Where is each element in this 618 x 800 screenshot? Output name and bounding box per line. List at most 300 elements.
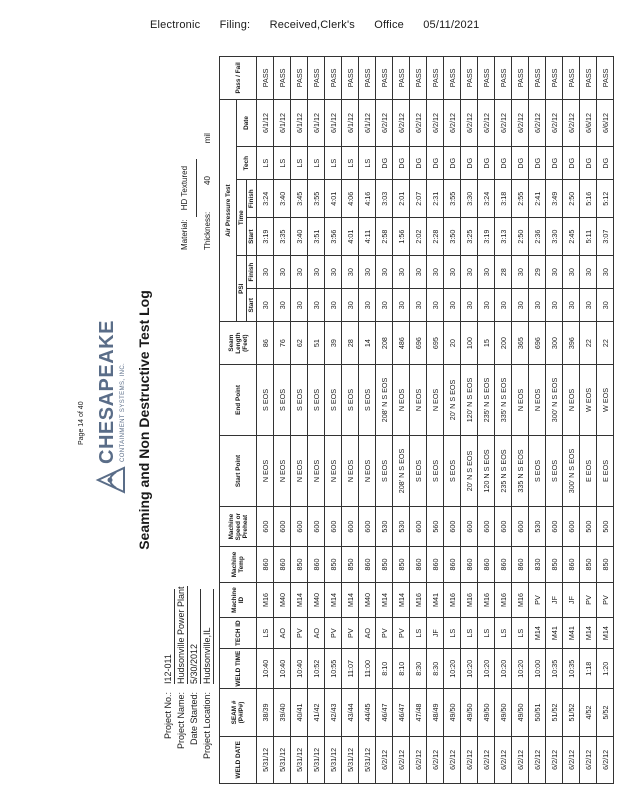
cell-test-date: 6/2/12 — [427, 99, 444, 146]
cell-test-date: 6/2/12 — [495, 99, 512, 146]
cell-time-start: 3:19 — [257, 218, 274, 256]
cell-time-finish: 3:30 — [461, 180, 478, 218]
cell-time-finish: 2:07 — [410, 180, 427, 218]
cell-weld-date: 6/2/12 — [393, 736, 410, 783]
cell-end-point: S EOS — [308, 364, 325, 435]
cell-seam-length: 15 — [478, 322, 495, 365]
cell-seam: 49/50 — [512, 689, 529, 736]
cell-time-finish: 5:16 — [580, 180, 597, 218]
cell-machine-temp: 860 — [308, 547, 325, 583]
cell-end-point: N EOS — [427, 364, 444, 435]
cell-machine-id: M16 — [461, 582, 478, 618]
cell-start-point: S EOS — [444, 435, 461, 506]
table-row — [410, 57, 427, 784]
cell-test-date: 6/2/12 — [563, 99, 580, 146]
cell-time-start: 2:45 — [563, 218, 580, 256]
cell-test-date: 6/2/12 — [546, 99, 563, 146]
cell-psi-start: 30 — [393, 289, 410, 322]
cell-weld-time: 8:30 — [410, 649, 427, 689]
cell-machine-temp: 860 — [359, 547, 376, 583]
cell-machine-id: M16 — [495, 582, 512, 618]
cell-test-date: 6/2/12 — [478, 99, 495, 146]
cell-end-point: S EOS — [257, 364, 274, 435]
col-time: Time — [237, 180, 247, 256]
cell-tech: DG — [427, 147, 444, 180]
cell-seam: 51/52 — [546, 689, 563, 736]
cell-end-point: 208' N S EOS — [376, 364, 393, 435]
cell-weld-time: 11:00 — [359, 649, 376, 689]
cell-time-finish: 2:41 — [529, 180, 546, 218]
cell-seam: 42/43 — [325, 689, 342, 736]
cell-machine-temp: 860 — [512, 547, 529, 583]
cell-psi-start: 30 — [597, 289, 614, 322]
col-weld-date: WELD DATE — [220, 736, 257, 783]
cell-machine-speed: 600 — [444, 507, 461, 547]
cell-end-point: 300' N S EOS — [546, 364, 563, 435]
cell-seam: 49/50 — [495, 689, 512, 736]
table-row — [529, 57, 546, 784]
cell-tech: LS — [291, 147, 308, 180]
cell-time-start: 3:19 — [478, 218, 495, 256]
cell-weld-date: 6/2/12 — [410, 736, 427, 783]
cell-psi-finish: 30 — [478, 256, 495, 289]
cell-machine-speed: 600 — [478, 507, 495, 547]
cell-seam-length: 695 — [427, 322, 444, 365]
cell-start-point: N EOS — [325, 435, 342, 506]
cell-weld-time: 10:20 — [495, 649, 512, 689]
cell-test-date: 6/1/12 — [291, 99, 308, 146]
cell-seam-length: 100 — [461, 322, 478, 365]
cell-seam-length: 62 — [291, 322, 308, 365]
cell-seam: 50/51 — [529, 689, 546, 736]
cell-seam: 41/42 — [308, 689, 325, 736]
cell-machine-temp: 860 — [444, 547, 461, 583]
cell-psi-start: 30 — [308, 289, 325, 322]
cell-time-start: 2:02 — [410, 218, 427, 256]
cell-machine-id: M41 — [427, 582, 444, 618]
col-weld-time: WELD TIME — [220, 649, 257, 689]
cell-weld-date: 6/2/12 — [563, 736, 580, 783]
cell-machine-id: M14 — [376, 582, 393, 618]
cell-pass-fail: PASS — [393, 57, 410, 100]
cell-end-point: S EOS — [325, 364, 342, 435]
cell-time-finish: 3:45 — [291, 180, 308, 218]
cell-start-point: N EOS — [342, 435, 359, 506]
cell-psi-start: 30 — [410, 289, 427, 322]
cell-tech-id: AO — [308, 618, 325, 649]
cell-psi-start: 30 — [376, 289, 393, 322]
cell-start-point: 335 N S EOS — [512, 435, 529, 506]
cell-weld-time: 10:20 — [478, 649, 495, 689]
cell-seam: 48/49 — [427, 689, 444, 736]
cell-tech-id: M14 — [529, 618, 546, 649]
cell-tech-id: PV — [342, 618, 359, 649]
cell-end-point: S EOS — [291, 364, 308, 435]
cell-start-point: 208' N S EOS — [393, 435, 410, 506]
cell-pass-fail: PASS — [308, 57, 325, 100]
cell-psi-finish: 30 — [257, 256, 274, 289]
cell-seam: 46/47 — [376, 689, 393, 736]
cell-psi-finish: 30 — [342, 256, 359, 289]
cell-pass-fail: PASS — [495, 57, 512, 100]
cell-weld-time: 10:20 — [444, 649, 461, 689]
cell-time-finish: 3:40 — [274, 180, 291, 218]
col-start-point: Start Point — [220, 435, 257, 506]
cell-start-point: S EOS — [529, 435, 546, 506]
cell-machine-temp: 850 — [376, 547, 393, 583]
filing-label: Filing: — [219, 19, 251, 31]
cell-machine-temp: 860 — [563, 547, 580, 583]
cell-test-date: 6/2/12 — [512, 99, 529, 146]
cell-seam-length: 14 — [359, 322, 376, 365]
cell-machine-temp: 850 — [597, 547, 614, 583]
cell-weld-time: 1:20 — [597, 649, 614, 689]
cell-psi-start: 30 — [359, 289, 376, 322]
cell-machine-speed: 600 — [359, 507, 376, 547]
cell-seam-length: 76 — [274, 322, 291, 365]
cell-machine-temp: 850 — [393, 547, 410, 583]
cell-tech-id: AO — [359, 618, 376, 649]
cell-machine-id: M16 — [410, 582, 427, 618]
cell-start-point: 235 N S EOS — [495, 435, 512, 506]
table-row — [257, 57, 274, 784]
cell-time-start: 3:56 — [325, 218, 342, 256]
cell-machine-speed: 600 — [342, 507, 359, 547]
cell-weld-date: 5/31/12 — [325, 736, 342, 783]
cell-tech-id: LS — [478, 618, 495, 649]
cell-machine-temp: 830 — [529, 547, 546, 583]
cell-end-point: 235' N S EOS — [478, 364, 495, 435]
table-row — [597, 57, 614, 784]
cell-time-start: 4:01 — [342, 218, 359, 256]
cell-psi-start: 30 — [512, 289, 529, 322]
cell-time-finish: 3:03 — [376, 180, 393, 218]
cell-start-point: N EOS — [291, 435, 308, 506]
cell-weld-date: 6/2/12 — [478, 736, 495, 783]
cell-weld-time: 11:07 — [342, 649, 359, 689]
cell-machine-temp: 860 — [257, 547, 274, 583]
cell-psi-start: 30 — [478, 289, 495, 322]
filing-stamp-header — [150, 19, 610, 31]
cell-weld-date: 6/2/12 — [529, 736, 546, 783]
cell-weld-time: 10:55 — [325, 649, 342, 689]
cell-machine-speed: 600 — [410, 507, 427, 547]
cell-weld-time: 10:35 — [546, 649, 563, 689]
cell-machine-id: M14 — [342, 582, 359, 618]
table-row — [546, 57, 563, 784]
cell-tech: DG — [512, 147, 529, 180]
col-seam: SEAM # (P#/P#) — [220, 689, 257, 736]
cell-psi-finish: 30 — [427, 256, 444, 289]
cell-seam: 4/52 — [580, 689, 597, 736]
cell-machine-id: M14 — [393, 582, 410, 618]
material-row — [174, 133, 197, 250]
cell-seam-length: 51 — [308, 322, 325, 365]
cell-seam: 40/41 — [291, 689, 308, 736]
cell-machine-temp: 850 — [580, 547, 597, 583]
cell-weld-date: 6/2/12 — [444, 736, 461, 783]
cell-tech: LS — [342, 147, 359, 180]
cell-time-start: 3:51 — [308, 218, 325, 256]
cell-machine-speed: 600 — [274, 507, 291, 547]
cell-machine-id: M16 — [444, 582, 461, 618]
thickness-row — [197, 133, 220, 250]
cell-weld-date: 5/31/12 — [291, 736, 308, 783]
cell-machine-id: PV — [529, 582, 546, 618]
table-row — [393, 57, 410, 784]
date-started-label: Date Started: — [189, 692, 199, 746]
col-machine-speed: Machine Speed or Preheat — [220, 507, 257, 547]
cell-psi-finish: 30 — [563, 256, 580, 289]
cell-tech-id: LS — [410, 618, 427, 649]
cell-pass-fail: PASS — [274, 57, 291, 100]
seam-test-table — [219, 56, 614, 784]
cell-machine-id: M16 — [512, 582, 529, 618]
cell-machine-temp: 860 — [410, 547, 427, 583]
cell-start-point: S EOS — [410, 435, 427, 506]
cell-time-finish: 2:01 — [393, 180, 410, 218]
cell-seam: 5/52 — [597, 689, 614, 736]
cell-test-date: 6/6/12 — [597, 99, 614, 146]
cell-seam-length: 300 — [546, 322, 563, 365]
cell-test-date: 6/2/12 — [444, 99, 461, 146]
cell-weld-time: 10:40 — [274, 649, 291, 689]
cell-pass-fail: PASS — [563, 57, 580, 100]
cell-psi-finish: 30 — [291, 256, 308, 289]
cell-machine-speed: 500 — [597, 507, 614, 547]
col-psi: PSI — [237, 256, 247, 322]
col-machine-id: Machine ID — [220, 582, 257, 618]
thickness-unit: mil — [203, 133, 212, 144]
cell-seam-length: 22 — [597, 322, 614, 365]
cell-start-point: 300' N S EOS — [563, 435, 580, 506]
table-row — [325, 57, 342, 784]
cell-pass-fail: PASS — [325, 57, 342, 100]
cell-psi-finish: 30 — [512, 256, 529, 289]
cell-pass-fail: PASS — [359, 57, 376, 100]
cell-tech: DG — [393, 147, 410, 180]
project-location-label: Project Location: — [202, 692, 212, 760]
cell-tech-id: LS — [512, 618, 529, 649]
cell-weld-time: 10:20 — [461, 649, 478, 689]
cell-test-date: 6/1/12 — [257, 99, 274, 146]
cell-start-point: 120 N S EOS — [478, 435, 495, 506]
cell-seam-length: 696 — [529, 322, 546, 365]
col-seam-length: Seam Length (Feet) — [220, 322, 257, 365]
cell-end-point: N EOS — [512, 364, 529, 435]
cell-time-start: 2:28 — [427, 218, 444, 256]
cell-machine-temp: 850 — [325, 547, 342, 583]
cell-seam: 47/48 — [410, 689, 427, 736]
cell-time-finish: 2:50 — [563, 180, 580, 218]
cell-end-point: N EOS — [410, 364, 427, 435]
cell-machine-temp: 860 — [495, 547, 512, 583]
logo-subtitle: CONTAINMENT SYSTEMS, INC. — [120, 362, 126, 462]
cell-psi-start: 30 — [529, 289, 546, 322]
cell-machine-id: M40 — [308, 582, 325, 618]
cell-pass-fail: PASS — [512, 57, 529, 100]
cell-tech-id: JF — [427, 618, 444, 649]
cell-weld-date: 6/2/12 — [546, 736, 563, 783]
cell-machine-speed: 500 — [580, 507, 597, 547]
cell-machine-id: JF — [563, 582, 580, 618]
cell-start-point: E EOS — [597, 435, 614, 506]
cell-psi-finish: 30 — [444, 256, 461, 289]
col-psi-start: Start — [247, 289, 257, 322]
cell-time-start: 3:13 — [495, 218, 512, 256]
cell-start-point: E EOS — [580, 435, 597, 506]
cell-machine-id: M16 — [478, 582, 495, 618]
cell-seam-length: 208 — [376, 322, 393, 365]
col-date: Date — [237, 99, 257, 146]
cell-psi-finish: 30 — [461, 256, 478, 289]
cell-psi-finish: 30 — [546, 256, 563, 289]
cell-machine-temp: 860 — [427, 547, 444, 583]
cell-psi-finish: 30 — [308, 256, 325, 289]
cell-tech: DG — [580, 147, 597, 180]
col-end-point: End Point — [220, 364, 257, 435]
page-number: Page 14 of 40 — [78, 401, 85, 445]
cell-seam: 51/52 — [563, 689, 580, 736]
cell-seam: 44/45 — [359, 689, 376, 736]
cell-psi-finish: 30 — [359, 256, 376, 289]
eagle-logo-icon — [94, 466, 128, 494]
cell-seam-length: 28 — [342, 322, 359, 365]
filing-office: Office — [374, 19, 404, 31]
cell-time-start: 2:50 — [512, 218, 529, 256]
col-time-finish: Finish — [247, 180, 257, 218]
cell-tech-id: AO — [274, 618, 291, 649]
cell-end-point: 120' N S EOS — [461, 364, 478, 435]
cell-pass-fail: PASS — [410, 57, 427, 100]
cell-test-date: 6/2/12 — [376, 99, 393, 146]
cell-seam-length: 20 — [444, 322, 461, 365]
cell-pass-fail: PASS — [291, 57, 308, 100]
cell-machine-speed: 600 — [325, 507, 342, 547]
cell-weld-date: 6/2/12 — [461, 736, 478, 783]
cell-weld-date: 5/31/12 — [359, 736, 376, 783]
cell-weld-date: 5/31/12 — [308, 736, 325, 783]
company-logo — [92, 320, 132, 494]
cell-tech-id: PV — [291, 618, 308, 649]
cell-time-start: 3:07 — [597, 218, 614, 256]
cell-tech-id: M41 — [546, 618, 563, 649]
cell-psi-start: 30 — [427, 289, 444, 322]
project-name-label: Project Name: — [176, 692, 186, 750]
cell-start-point: S EOS — [546, 435, 563, 506]
cell-psi-start: 30 — [563, 289, 580, 322]
cell-end-point: S EOS — [342, 364, 359, 435]
cell-start-point: N EOS — [274, 435, 291, 506]
cell-test-date: 6/2/12 — [461, 99, 478, 146]
cell-tech: LS — [359, 147, 376, 180]
cell-tech: DG — [410, 147, 427, 180]
cell-end-point: N EOS — [529, 364, 546, 435]
col-time-start: Start — [247, 218, 257, 256]
col-psi-finish: Finish — [247, 256, 257, 289]
cell-pass-fail: PASS — [444, 57, 461, 100]
cell-start-point: 20' N S EOS — [461, 435, 478, 506]
col-machine-temp: Machine Temp — [220, 547, 257, 583]
cell-seam: 39/40 — [274, 689, 291, 736]
cell-machine-id: M16 — [257, 582, 274, 618]
date-started-value: 5/30/2012 — [188, 589, 201, 684]
cell-start-point: S EOS — [427, 435, 444, 506]
cell-machine-id: PV — [597, 582, 614, 618]
cell-psi-start: 30 — [580, 289, 597, 322]
cell-test-date: 6/1/12 — [342, 99, 359, 146]
cell-tech: DG — [461, 147, 478, 180]
cell-tech-id: PV — [325, 618, 342, 649]
cell-weld-date: 6/2/12 — [597, 736, 614, 783]
cell-time-finish: 3:18 — [495, 180, 512, 218]
cell-machine-id: M14 — [325, 582, 342, 618]
cell-seam-length: 39 — [325, 322, 342, 365]
cell-end-point: N EOS — [393, 364, 410, 435]
cell-weld-date: 6/2/12 — [376, 736, 393, 783]
cell-psi-finish: 30 — [325, 256, 342, 289]
cell-pass-fail: PASS — [529, 57, 546, 100]
cell-test-date: 6/1/12 — [359, 99, 376, 146]
rotated-log-sheet — [74, 50, 610, 790]
cell-time-start: 3:30 — [546, 218, 563, 256]
cell-tech: DG — [495, 147, 512, 180]
cell-tech: DG — [529, 147, 546, 180]
cell-seam-length: 696 — [410, 322, 427, 365]
cell-psi-start: 30 — [495, 289, 512, 322]
cell-weld-date: 5/31/12 — [257, 736, 274, 783]
cell-weld-time: 10:40 — [257, 649, 274, 689]
cell-seam: 49/50 — [461, 689, 478, 736]
cell-machine-id: JF — [546, 582, 563, 618]
project-no-row — [162, 586, 175, 772]
table-row — [274, 57, 291, 784]
col-tech-id: TECH ID — [220, 618, 257, 649]
cell-tech-id: PV — [393, 618, 410, 649]
cell-test-date: 6/1/12 — [308, 99, 325, 146]
cell-weld-date: 5/31/12 — [342, 736, 359, 783]
cell-time-start: 2:36 — [529, 218, 546, 256]
cell-time-start: 3:40 — [291, 218, 308, 256]
cell-start-point: N EOS — [257, 435, 274, 506]
cell-seam-length: 200 — [495, 322, 512, 365]
cell-weld-time: 8:30 — [427, 649, 444, 689]
table-row — [580, 57, 597, 784]
table-row — [563, 57, 580, 784]
filing-electronic: Electronic — [150, 19, 201, 31]
cell-psi-finish: 30 — [597, 256, 614, 289]
cell-tech-id: LS — [461, 618, 478, 649]
cell-end-point: W EOS — [597, 364, 614, 435]
cell-machine-id: M40 — [359, 582, 376, 618]
cell-tech-id: M41 — [563, 618, 580, 649]
cell-time-finish: 4:06 — [342, 180, 359, 218]
project-location-value: Hudsonville,IL — [201, 589, 214, 684]
cell-tech: DG — [444, 147, 461, 180]
cell-machine-id: M14 — [291, 582, 308, 618]
cell-end-point: 335' N S EOS — [495, 364, 512, 435]
thickness-value: 40 — [197, 152, 220, 210]
table-row — [427, 57, 444, 784]
cell-test-date: 6/2/12 — [393, 99, 410, 146]
cell-seam: 46/47 — [393, 689, 410, 736]
table-header-row — [220, 57, 237, 784]
cell-time-start: 2:58 — [376, 218, 393, 256]
cell-weld-time: 10:20 — [512, 649, 529, 689]
cell-seam: 49/50 — [478, 689, 495, 736]
cell-weld-time: 10:00 — [529, 649, 546, 689]
cell-time-finish: 3:24 — [257, 180, 274, 218]
